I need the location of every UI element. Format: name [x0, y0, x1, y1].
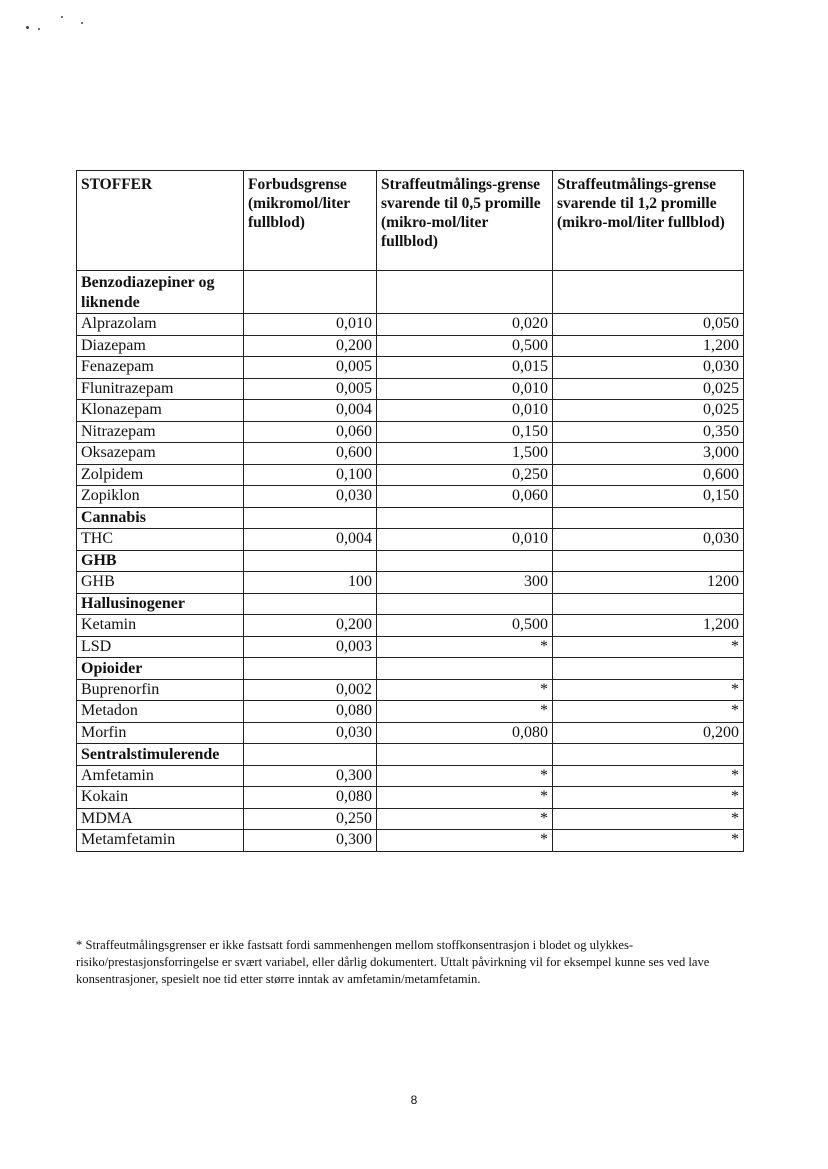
table-row	[77, 357, 744, 379]
table-row	[77, 314, 744, 336]
table-header-row	[77, 171, 744, 271]
group-empty-cell	[553, 744, 744, 766]
footnote: * Straffeutmålingsgrenser er ikke fastsatt fordi sammenhengen mellom stoffkonsentrasjon i blodet og ulykkes-risiko/prestasjonsforringelse er svært variabel, eller dårlig dokumentert. Uttalt påvirkning vil for eksempel kunne ses ved lave konsentrasjoner, spesielt noe tid etter større inntak av amfetamin/metamfetamin.	[76, 938, 710, 986]
table-row	[77, 421, 744, 443]
table-row	[77, 830, 744, 852]
group-row	[77, 744, 744, 766]
drug-limits-table	[76, 170, 744, 852]
table-row	[77, 787, 744, 809]
table-row	[77, 378, 744, 400]
group-empty-cell	[377, 744, 553, 766]
limit-12-cell: 0,200	[553, 722, 744, 744]
group-empty-cell	[377, 593, 553, 615]
limit-05-cell: 0,020	[377, 314, 553, 336]
table-row	[77, 808, 744, 830]
table-row	[77, 572, 744, 594]
table-row	[77, 464, 744, 486]
substance-cell: Kokain	[77, 787, 244, 809]
limit-05-cell: 0,250	[377, 464, 553, 486]
limit-12-cell: 3,000	[553, 443, 744, 465]
limit-05-cell: 0,010	[377, 529, 553, 551]
ban-limit-cell: 0,100	[244, 464, 377, 486]
group-empty-cell	[377, 271, 553, 314]
ban-limit-cell: 0,030	[244, 486, 377, 508]
substance-cell: Klonazepam	[77, 400, 244, 422]
limit-12-cell: *	[553, 636, 744, 658]
limit-05-cell: 300	[377, 572, 553, 594]
limit-12-cell: *	[553, 765, 744, 787]
limit-12-cell: 1,200	[553, 615, 744, 637]
limit-05-cell: 0,010	[377, 378, 553, 400]
group-name: Benzodiazepiner og liknende	[77, 271, 244, 314]
table-row	[77, 486, 744, 508]
ban-limit-cell: 0,300	[244, 830, 377, 852]
table-row	[77, 765, 744, 787]
header-substance: STOFFER	[77, 171, 244, 271]
group-row	[77, 271, 744, 314]
substance-cell: MDMA	[77, 808, 244, 830]
substance-cell: Nitrazepam	[77, 421, 244, 443]
limit-05-cell: *	[377, 701, 553, 723]
table-row	[77, 679, 744, 701]
limit-12-cell: *	[553, 701, 744, 723]
group-row	[77, 593, 744, 615]
group-empty-cell	[377, 550, 553, 572]
limit-05-cell: *	[377, 808, 553, 830]
ban-limit-cell: 0,200	[244, 335, 377, 357]
page-number: 8	[410, 1093, 418, 1107]
table-row	[77, 722, 744, 744]
limit-12-cell: 0,030	[553, 529, 744, 551]
limit-05-cell: 0,010	[377, 400, 553, 422]
limit-12-cell: 0,350	[553, 421, 744, 443]
limit-05-cell: *	[377, 787, 553, 809]
limit-12-cell: 0,030	[553, 357, 744, 379]
substance-cell: Diazepam	[77, 335, 244, 357]
limit-05-cell: 0,060	[377, 486, 553, 508]
table-row	[77, 529, 744, 551]
ban-limit-cell: 0,060	[244, 421, 377, 443]
limit-12-cell: *	[553, 787, 744, 809]
group-empty-cell	[377, 658, 553, 680]
ban-limit-cell: 100	[244, 572, 377, 594]
group-empty-cell	[244, 744, 377, 766]
ban-limit-cell: 0,200	[244, 615, 377, 637]
group-empty-cell	[244, 271, 377, 314]
limit-05-cell: *	[377, 679, 553, 701]
limit-05-cell: 0,015	[377, 357, 553, 379]
ban-limit-cell: 0,002	[244, 679, 377, 701]
group-empty-cell	[553, 271, 744, 314]
group-row	[77, 507, 744, 529]
ban-limit-cell: 0,004	[244, 529, 377, 551]
substance-cell: Oksazepam	[77, 443, 244, 465]
group-empty-cell	[553, 658, 744, 680]
group-name: Opioider	[77, 658, 244, 680]
group-row	[77, 658, 744, 680]
substance-cell: LSD	[77, 636, 244, 658]
ban-limit-cell: 0,005	[244, 357, 377, 379]
substance-cell: Morfin	[77, 722, 244, 744]
substance-cell: Amfetamin	[77, 765, 244, 787]
substance-cell: THC	[77, 529, 244, 551]
ban-limit-cell: 0,250	[244, 808, 377, 830]
ban-limit-cell: 0,030	[244, 722, 377, 744]
group-row	[77, 550, 744, 572]
header-limit-05: Straffeutmålings-grense svarende til 0,5 promille (mikro-mol/liter fullblod)	[377, 171, 553, 271]
group-empty-cell	[553, 507, 744, 529]
limit-12-cell: 1200	[553, 572, 744, 594]
substance-cell: GHB	[77, 572, 244, 594]
limit-05-cell: *	[377, 830, 553, 852]
header-ban-limit: Forbudsgrense (mikromol/liter fullblod)	[244, 171, 377, 271]
substance-cell: Alprazolam	[77, 314, 244, 336]
ban-limit-cell: 0,080	[244, 787, 377, 809]
limit-12-cell: *	[553, 830, 744, 852]
substance-cell: Metamfetamin	[77, 830, 244, 852]
group-empty-cell	[244, 593, 377, 615]
limit-05-cell: 0,500	[377, 615, 553, 637]
limit-12-cell: *	[553, 679, 744, 701]
group-empty-cell	[244, 658, 377, 680]
limit-12-cell: 0,600	[553, 464, 744, 486]
group-name: Hallusinogener	[77, 593, 244, 615]
limit-12-cell: 0,050	[553, 314, 744, 336]
group-name: GHB	[77, 550, 244, 572]
table-row	[77, 615, 744, 637]
table-row	[77, 636, 744, 658]
limit-05-cell: 0,080	[377, 722, 553, 744]
table-row	[77, 701, 744, 723]
substance-cell: Metadon	[77, 701, 244, 723]
ban-limit-cell: 0,004	[244, 400, 377, 422]
substance-cell: Flunitrazepam	[77, 378, 244, 400]
limit-05-cell: 0,500	[377, 335, 553, 357]
header-limit-12: Straffeutmålings-grense svarende til 1,2 promille (mikro-mol/liter fullblod)	[553, 171, 744, 271]
table-row	[77, 400, 744, 422]
ban-limit-cell: 0,003	[244, 636, 377, 658]
table-body	[77, 271, 744, 852]
substance-cell: Zolpidem	[77, 464, 244, 486]
limit-12-cell: 0,025	[553, 378, 744, 400]
ban-limit-cell: 0,010	[244, 314, 377, 336]
table-row	[77, 443, 744, 465]
limit-12-cell: 0,150	[553, 486, 744, 508]
limit-05-cell: *	[377, 765, 553, 787]
limit-12-cell: *	[553, 808, 744, 830]
table-row	[77, 335, 744, 357]
ban-limit-cell: 0,600	[244, 443, 377, 465]
group-empty-cell	[244, 507, 377, 529]
ban-limit-cell: 0,300	[244, 765, 377, 787]
group-empty-cell	[244, 550, 377, 572]
substance-cell: Buprenorfin	[77, 679, 244, 701]
limit-05-cell: 0,150	[377, 421, 553, 443]
limit-12-cell: 1,200	[553, 335, 744, 357]
substance-cell: Ketamin	[77, 615, 244, 637]
group-empty-cell	[377, 507, 553, 529]
ban-limit-cell: 0,080	[244, 701, 377, 723]
limit-05-cell: 1,500	[377, 443, 553, 465]
substance-cell: Zopiklon	[77, 486, 244, 508]
group-name: Sentralstimulerende	[77, 744, 244, 766]
group-empty-cell	[553, 550, 744, 572]
group-name: Cannabis	[77, 507, 244, 529]
ban-limit-cell: 0,005	[244, 378, 377, 400]
substance-cell: Fenazepam	[77, 357, 244, 379]
limit-12-cell: 0,025	[553, 400, 744, 422]
group-empty-cell	[553, 593, 744, 615]
limit-05-cell: *	[377, 636, 553, 658]
